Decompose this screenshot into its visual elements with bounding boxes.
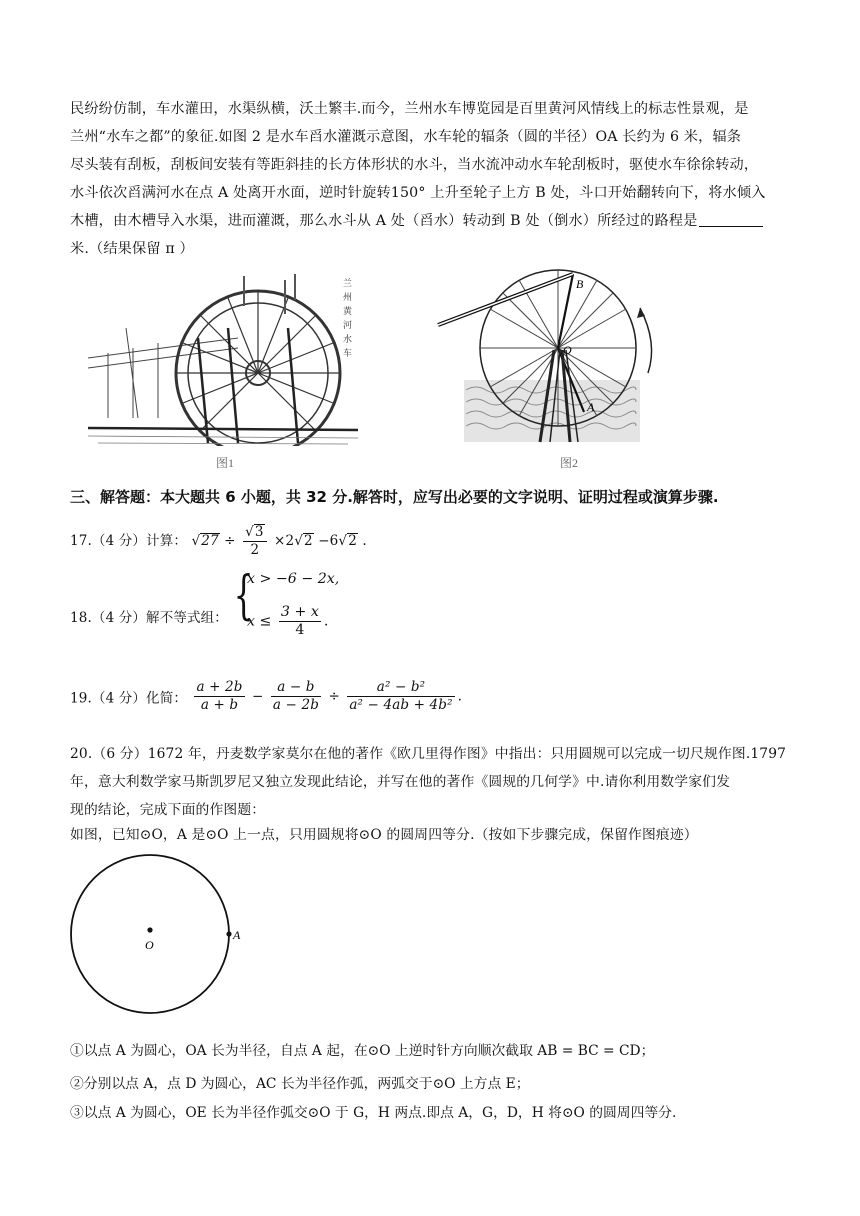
q17-frac-den: 2 — [250, 542, 260, 558]
q18-line-2 — [247, 604, 328, 639]
figure-1-caption: 图1 — [216, 456, 235, 470]
q17-label: 17.（4 分）计算： — [70, 533, 187, 549]
q20-line-3: 现的结论，完成下面的作图题： — [70, 802, 266, 818]
fig2-label-B: B — [576, 277, 584, 291]
fig2-label-O: O — [563, 343, 572, 357]
svg-text:车: 车 — [343, 348, 353, 358]
q18-line-1: x > −6 − 2x, — [247, 571, 340, 587]
figure-2-water-wheel-diagram — [436, 268, 666, 446]
q17-times: ×2 — [274, 533, 295, 549]
q17-end: . — [362, 533, 367, 549]
q17-minus6: −6 — [318, 533, 339, 549]
q20-step-1: ①以点 A 为圆心，OA 长为半径，自点 A 起，在⊙O 上逆时针方向顺次截取 AB = BC = CD； — [70, 1043, 655, 1059]
q18-label: 18.（4 分）解不等式组： — [70, 610, 228, 626]
q17-frac-num: 3 — [254, 524, 264, 540]
q19-minus: − — [251, 688, 264, 705]
q19-f1-den: a + b — [200, 697, 239, 713]
problem-16-line-2: 兰州“水车之都”的象征.如图 2 是水车舀水灌溉示意图，水车轮的辐条（圆的半径）OA 长约为 6 米，辐条 — [70, 129, 742, 145]
q20-circle-figure — [68, 852, 248, 1022]
problem-16-line-4: 水斗依次舀满河水在点 A 处离开水面，逆时针旋转150° 上升至轮子上方 B 处，斗口开始翻转向下，将水倾入 — [70, 185, 766, 201]
question-17: 17.（4 分）计算： √27 ÷ $\frac{√3}{2}$ ×2√2 −6√2 . — [70, 524, 367, 558]
svg-text:兰: 兰 — [343, 278, 353, 288]
q19-fraction-1 — [194, 679, 244, 714]
q20-label-A: A — [233, 928, 241, 942]
question-19 — [70, 679, 462, 714]
q20-label-O: O — [145, 938, 154, 952]
figure-1-water-wheel-photo — [88, 268, 358, 446]
q17-fraction: $\frac{√3}{2}$ — [243, 524, 267, 559]
q19-div: ÷ — [328, 688, 340, 705]
q19-label: 19.（4 分）化简： — [70, 690, 187, 707]
q17-sqrt2-b: 2 — [348, 533, 357, 549]
q18-frac-den: 4 — [295, 622, 305, 638]
q17-sqrt27: 27 — [201, 533, 219, 549]
q18-brace: { — [233, 566, 254, 626]
q20-line-4: 如图，已知⊙O，A 是⊙O 上一点，只用圆规将⊙O 的圆周四等分.（按如下步骤完成，保留作图痕迹） — [70, 827, 698, 843]
problem-16-line-5 — [70, 210, 765, 230]
q20-step-3: ③以点 A 为圆心，OE 长为半径作弧交⊙O 于 G，H 两点.即点 A，G，D，H 将⊙O 的圆周四等分. — [70, 1105, 677, 1121]
q19-f2-num: a − b — [271, 679, 321, 697]
q19-f3-den: a² − 4ab + 4b² — [349, 697, 453, 713]
q18-line-2-left: x ≤ — [247, 613, 272, 630]
section-3-heading: 三、解答题：本大题共 6 小题，共 32 分.解答时，应写出必要的文字说明、证明过程或演算步骤. — [70, 488, 719, 506]
svg-text:州: 州 — [343, 292, 353, 302]
q19-f2-den: a − 2b — [272, 697, 319, 713]
problem-16-line-3: 尽头装有刮板，刮板间安装有等距斜挂的长方体形状的水斗，当水流冲动水车轮刮板时，驱使水车徐徐转动， — [70, 157, 759, 173]
problem-16-line-6: 米.（结果保留 π ） — [70, 241, 194, 257]
fig2-label-A: A — [587, 400, 595, 414]
problem-16-line-5-text: 木槽，由木槽导入水渠，进而灌溉，那么水斗从 A 处（舀水）转动到 B 处（倒水）所经过的路程是 — [70, 213, 698, 229]
problem-16-line-1: 民纷纷仿制，车水灌田，水渠纵横，沃土繁丰.而今，兰州水车博览园是百里黄河风情线上的标志性景观，是 — [70, 101, 749, 117]
q20-line-1: 20.（6 分）1672 年，丹麦数学家莫尔在他的著作《欧几里得作图》中指出：只用圆规可以完成一切尺规作图.1797 — [70, 746, 787, 762]
svg-text:河: 河 — [343, 320, 353, 330]
figure-2-caption: 图2 — [560, 456, 579, 470]
q20-line-2: 年，意大利数学家马斯凯罗尼又独立发现此结论，并写在他的著作《圆规的几何学》中.请你利用数学家们发 — [70, 774, 731, 790]
q17-sqrt2-a: 2 — [304, 533, 313, 549]
q19-fraction-3 — [347, 679, 454, 714]
q19-end: . — [457, 688, 463, 705]
q18-frac-num: 3 + x — [280, 604, 319, 620]
q20-step-2: ②分别以点 A，点 D 为圆心，AC 长为半径作弧，两弧交于⊙O 上方点 E； — [70, 1076, 530, 1092]
q17-div: ÷ — [224, 533, 236, 549]
q19-f3-num: a² − b² — [347, 679, 454, 697]
q18-end: . — [323, 613, 329, 630]
svg-text:黄: 黄 — [343, 306, 353, 316]
q19-fraction-2 — [271, 679, 321, 714]
q18-fraction — [279, 604, 321, 639]
q19-f1-num: a + 2b — [196, 679, 243, 695]
svg-text:水: 水 — [343, 334, 353, 344]
answer-blank[interactable] — [699, 213, 763, 227]
